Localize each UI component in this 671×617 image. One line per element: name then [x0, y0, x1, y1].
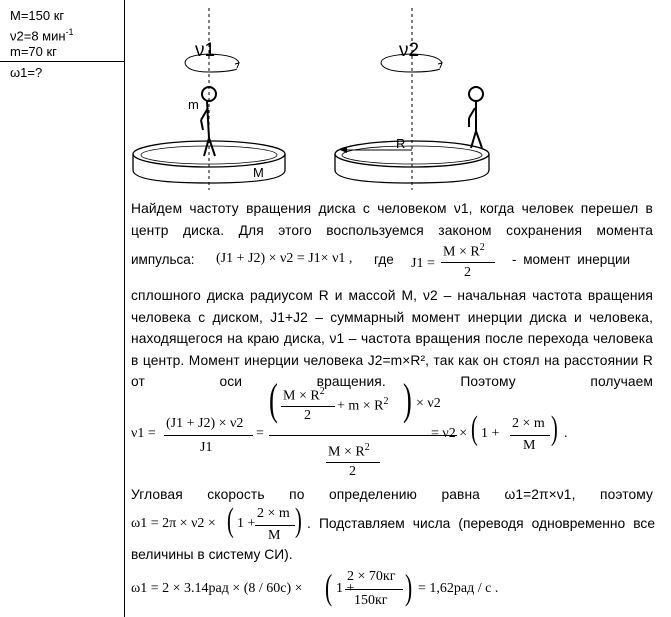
disc-mass-label: M [253, 165, 264, 180]
j1-label: J1 = [411, 256, 435, 271]
eq-inner-bar [281, 406, 335, 407]
equation-numeric [131, 564, 661, 614]
j1-denominator: 2 [464, 265, 471, 280]
man-mass-label: m [188, 97, 199, 112]
paragraph-angular: Угловая скорость по определению равна ω1=2π×ν1, поэтому [131, 487, 653, 502]
conservation-formula: (J1 + J2) × ν2 = J1× ν1 , [216, 251, 353, 266]
eq3-start: ω1 = 2 × 3.14рад × (8 / 60с) × [131, 581, 303, 596]
eq-rhs-paren-open: ( [471, 410, 478, 447]
j1-numerator: $M \times R^2$ [443, 242, 485, 260]
nu2-label: ν2 [399, 40, 420, 61]
eq3-one-plus: 1 + [336, 581, 355, 596]
eq3-paren-open: ( [325, 567, 333, 607]
eq-equals: = [256, 426, 264, 441]
eq-paren-close: ) [403, 375, 412, 424]
eq-rd: M [523, 438, 536, 453]
given-frequency: ν2=8 мин$^{-1}$ [10, 27, 74, 44]
nu1-label: ν1 [195, 40, 216, 61]
given-block [10, 8, 74, 60]
eq2-lhs: ω1 = 2π × ν2 × [131, 516, 216, 531]
eq-one-plus: 1 + [481, 426, 500, 441]
find-label: ω1=? [10, 65, 43, 80]
given-mass-disk: M=150 кг [10, 8, 65, 23]
eq-rn: 2 × m [512, 416, 545, 431]
given-divider [0, 61, 124, 62]
figure-discs [125, 0, 671, 195]
eq2-den: M [268, 528, 281, 543]
eq-times-nu2: × ν2 [416, 396, 441, 411]
eq-den-bar [326, 462, 380, 463]
j1-fraction-bar [441, 262, 495, 263]
substitute-text: . Подставляем числа (переводя одновременно все [307, 516, 655, 531]
eq2-bar [255, 525, 295, 526]
eq-den-num: $M \times R^2$ [328, 442, 370, 460]
eq-rhs-paren-close: ) [551, 410, 558, 447]
where-word: где [374, 252, 394, 267]
paragraph-intro: Найдем частоту вращения диска с человеком ν1, когда человек перешел в центр диска. Для этого воспользуемся законом сохранения момента [131, 201, 653, 238]
eq2-num: 2 × m [257, 506, 290, 521]
paragraph-explanation: сплошного диска радиусом R и массой M, ν2 – начальная частота вращения человека с диском, J1+J2 – суммарный момент инерции диска и человека, находящегося на краю диска, ν1 – частота вращения после перехода человека в центр. Момент инерции человека J2=m×R², так как он стоял на расстоянии R от оси вращения. Поэтому получаем [131, 288, 653, 389]
eq2-one-plus: 1 + [237, 516, 256, 531]
eq3-paren-close: ) [405, 567, 413, 607]
eq-den-den: 2 [349, 464, 356, 479]
eq2-paren-close: ) [295, 502, 302, 539]
equation-main [131, 375, 661, 484]
given-mass-man: m=70 кг [10, 44, 57, 60]
eq-main-bar [269, 435, 457, 436]
moment-inertia-text: - момент инерции [512, 252, 631, 267]
eq-r-bar [510, 435, 550, 436]
eq-rhs: = ν2 × [431, 426, 468, 441]
eq-den1: J1 [200, 440, 213, 455]
paragraph-si: величины в систему СИ). [131, 547, 293, 562]
eq-dot: . [564, 426, 568, 441]
eq3-bar [345, 589, 403, 590]
radius-label: R [396, 136, 406, 151]
eq3-den: 150кг [354, 593, 388, 608]
eq-inner-num: $M \times R^2$ [283, 386, 325, 404]
impulse-line [131, 238, 655, 284]
eq-lhs: ν1 = [131, 426, 156, 441]
eq-plus-mr: + $m \times R^2$ [337, 396, 389, 414]
impulse-word: импульса: [131, 252, 195, 267]
eq-num1: (J1 + J2) × ν2 [166, 416, 244, 431]
eq3-num: 2 × 70кг [347, 569, 396, 584]
eq-bar1 [164, 435, 253, 436]
eq-paren-open: ( [269, 375, 278, 424]
man-edge [469, 87, 483, 148]
eq3-result: = 1,62рад / с . [418, 581, 499, 596]
eq2-paren-open: ( [227, 502, 234, 539]
eq-inner-den: 2 [304, 408, 311, 423]
equation-omega-line [131, 502, 655, 546]
